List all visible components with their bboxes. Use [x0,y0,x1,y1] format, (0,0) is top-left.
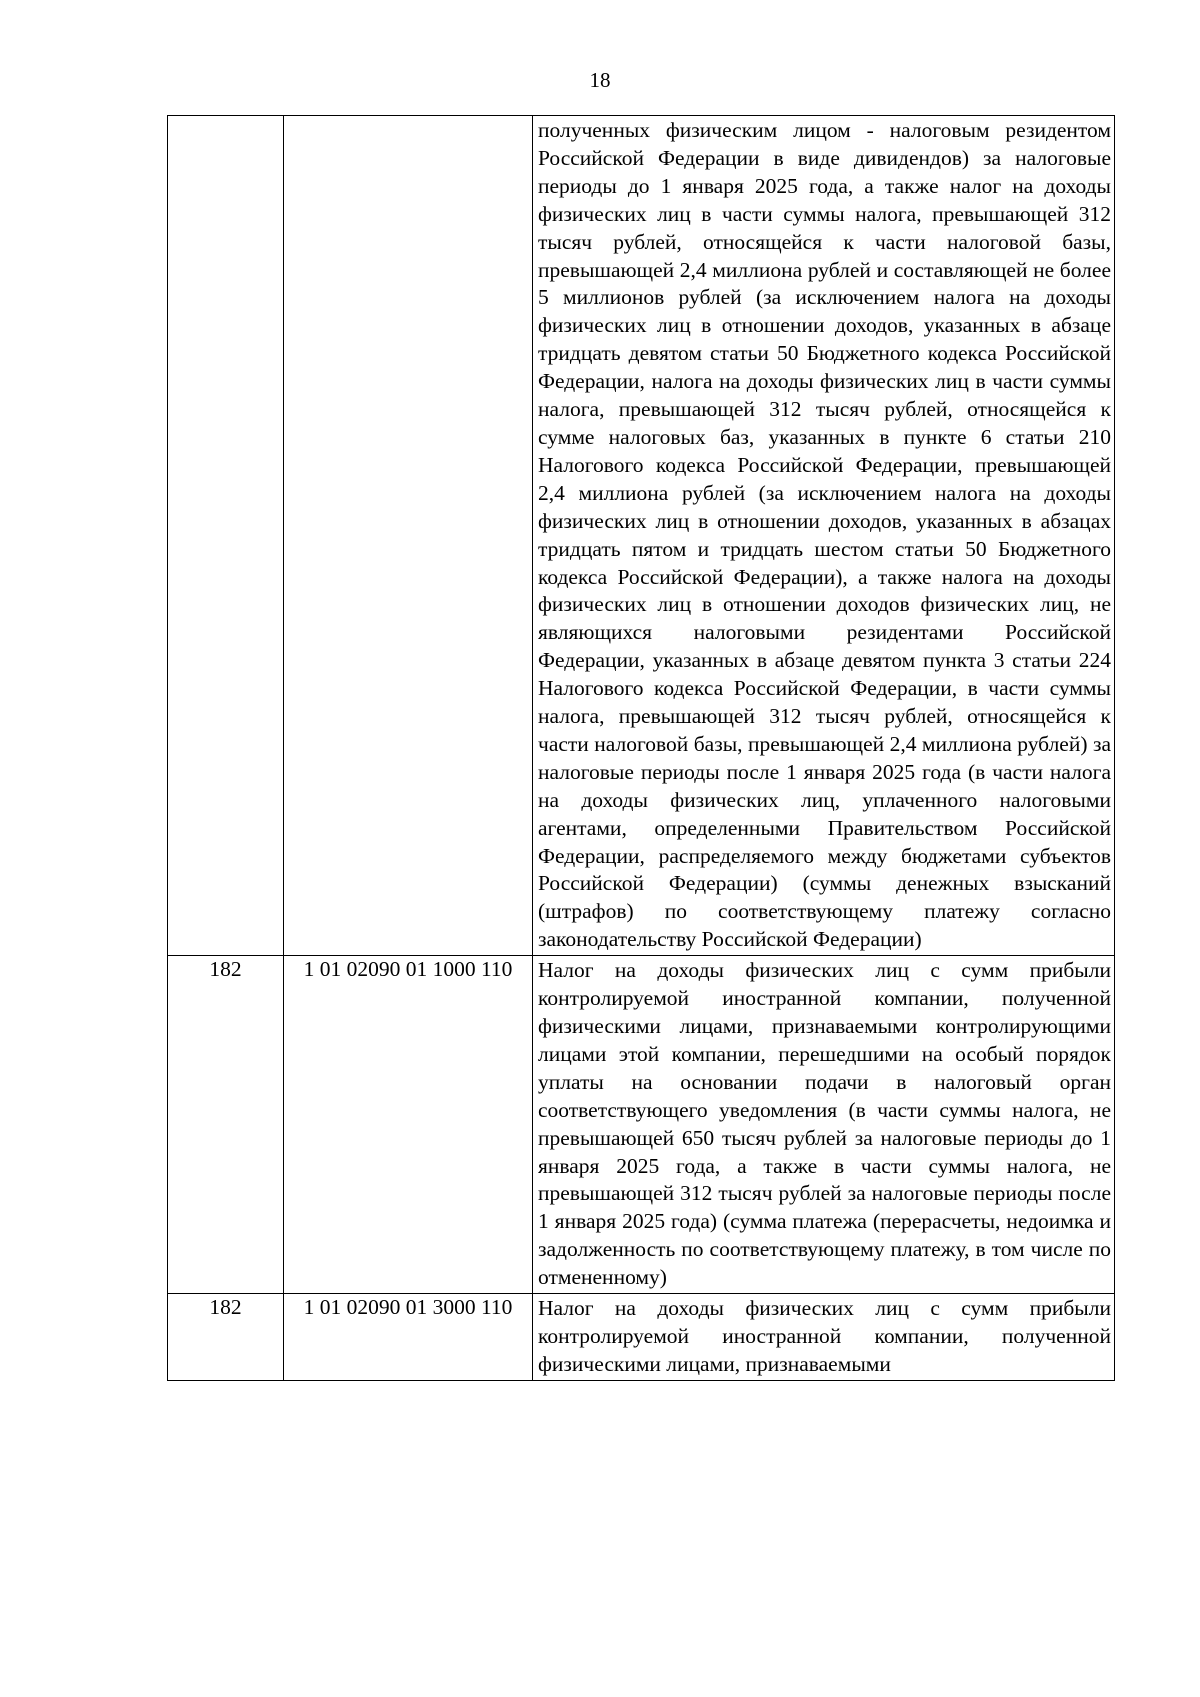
admin-code-cell [168,116,284,956]
admin-code-cell: 182 [168,1294,284,1381]
table-row [168,956,1115,1294]
revenue-name-text: Налог на доходы физических лиц с сумм прибыли контролируемой иностранной компании, полученной физическими лицами, признаваемыми [538,1296,1111,1376]
admin-code-cell: 182 [168,956,284,1294]
table-row [168,1294,1115,1381]
budget-codes-table [167,115,1115,1381]
revenue-name-cell [533,1294,1115,1381]
table-row [168,116,1115,956]
budget-code-cell: 1 01 02090 01 1000 110 [284,956,533,1294]
budget-code-cell [284,116,533,956]
page-number: 18 [589,68,611,92]
revenue-name-text: Налог на доходы физических лиц с сумм прибыли контролируемой иностранной компании, полученной физическими лицами, признаваемыми контролирующими лицами этой компании, перешедшими на особый порядок уплаты на основании подачи в налоговый орган соответствующего уведомления (в части суммы налога, не превышающей 650 тысяч рублей за налоговые периоды до 1 января 2025 года, а также в части суммы налога, не превышающей 312 тысяч рублей за налоговые периоды после 1 января 2025 года) (сумма платежа (перерасчеты, недоимка и задолженность по соответствующему платежу, в том числе по отмененному) [538,958,1111,1290]
budget-code-cell: 1 01 02090 01 3000 110 [284,1294,533,1381]
revenue-name-cell [533,956,1115,1294]
revenue-name-text: полученных физическим лицом - налоговым резидентом Российской Федерации в виде дивидендов) за налоговые периоды до 1 января 2025 года, а также налог на доходы физических лиц в части суммы налога, превышающей 312 тысяч рублей, относящейся к части налоговой базы, превышающей 2,4 миллиона рублей и составляющей не более 5 миллионов рублей (за исключением налога на доходы физических лиц в отношении доходов, указанных в абзаце тридцать девятом статьи 50 Бюджетного кодекса Российской Федерации, налога на доходы физических лиц в части суммы налога, превышающей 312 тысяч рублей, относящейся к сумме налоговых баз, указанных в пункте 6 статьи 210 Налогового кодекса Российской Федерации, превышающей 2,4 миллиона рублей (за исключением налога на доходы физических лиц в отношении доходов, указанных в абзацах тридцать пятом и тридцать шестом статьи 50 Бюджетного кодекса Российской Федерации), а также налога на доходы физических лиц в отношении доходов физических лиц, не являющихся налоговыми резидентами Российской Федерации, указанных в абзаце девятом пункта 3 статьи 224 Налогового кодекса Российской Федерации, в части суммы налога, превышающей 312 тысяч рублей, относящейся к части налоговой базы, превышающей 2,4 миллиона рублей) за налоговые периоды после 1 января 2025 года (в части налога на доходы физических лиц, уплаченного налоговыми агентами, определенными Правительством Российской Федерации, распределяемого между бюджетами субъектов Российской Федерации) (суммы денежных взысканий (штрафов) по соответствующему платежу согласно законодательству Российской Федерации) [538,118,1111,952]
revenue-name-cell [533,116,1115,956]
